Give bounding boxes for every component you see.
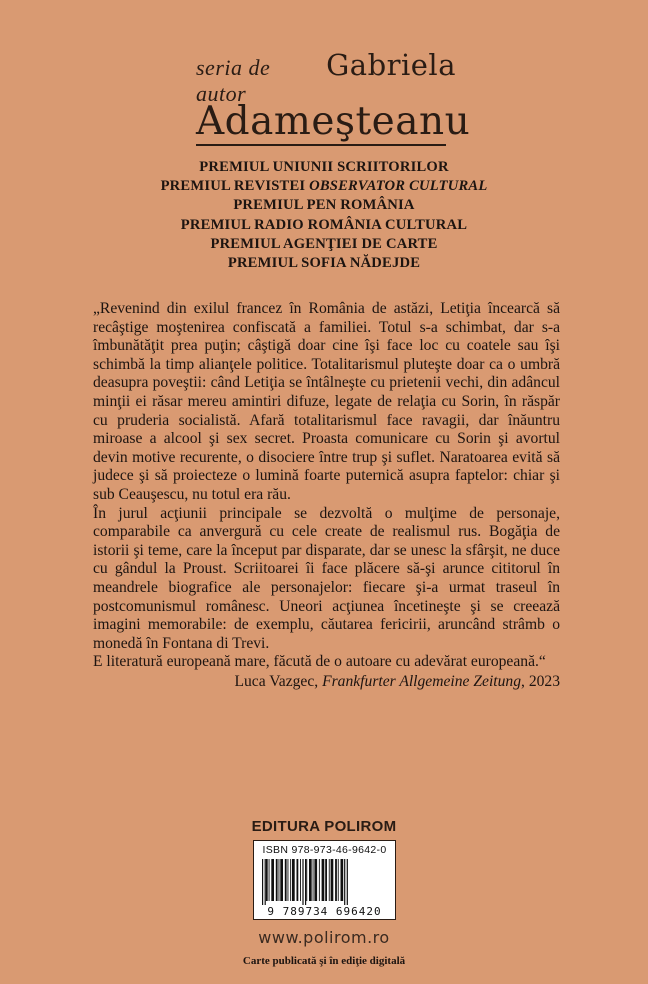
isbn-label: ISBN 978-973-46-9642-0 [262,844,387,856]
publisher-name: EDITURA POLIROM [251,818,397,835]
barcode-bar [269,859,270,901]
isbn-barcode [253,840,396,920]
author-first-name: Gabriela [326,48,456,82]
barcode-guard-bar [305,859,306,905]
barcode-bar [335,859,337,901]
barcode-bar [319,859,320,901]
author-series-header [196,48,471,146]
publisher-url[interactable]: www.polirom.ro [258,928,390,947]
barcode-bar [276,859,278,901]
quote-paragraph: În jurul acţiunii principale se dezvoltă o mulţime de personaje, comparabile ca anvergură cu cele create de realismul rus. Bogăţia de istorii şi teme, care la început par disparate, dar se unesc la sfârşit, ne duce cu gândul la Proust. Scriitoarei îi face plăcere să-şi arunce cititorul în meandrele biografice ale personajelor: fiecare şi-a urmat traseul în postcomunismul românesc. Uneori acţiunea încetineşte şi se creează imagini memorabile: de exemplu, căutarea fericirii, aruncând strâmb o monedă în Fontana di Trevi. [93,504,560,652]
review-quote [93,300,560,691]
barcode-bar [306,859,307,901]
barcode-bar [331,859,334,901]
barcode-bar [325,859,327,901]
barcode-guard-bar [302,859,303,905]
barcode-guard-bar [344,859,345,905]
barcode-bar [297,859,299,901]
barcode-bar [338,859,339,901]
awards-list [0,158,648,273]
barcode-bar [300,859,301,901]
barcode-digits: 9 789734 696420 [267,905,382,918]
barcode-bar [309,859,312,901]
award-item: PREMIUL AGENŢIEI DE CARTE [210,235,438,252]
barcode-bar [322,859,325,901]
barcode-bar [290,859,291,901]
award-item: PREMIUL PEN ROMÂNIA [233,197,415,214]
barcode-guard-bar [347,859,348,905]
barcode-bar [288,859,289,901]
author-last-name: Adameşteanu [196,99,471,144]
barcode-bar [271,859,274,901]
quote-paragraph: „Revenind din exilul francez în România de astăzi, Letiţia încearcă să recâştige moştenirea confiscată a familiei. Totul s-a schimbat, dar s-a îmbunătăţit prea puţin; câştigă doar cine îşi face loc cu coatele sau îşi schimbă la timp alianţele politice. Totalitarismul pluteşte doar ca o umbră deasupra poveştii: când Letiţia se întâlneşte cu prietenii vechi, din adâncul minţii ei răsar mereu amintiri difuze, legate de relaţia cu Sorin, în răspăr cu pruderia socialistă. Afară totalitarismul face ravagii, dar înăuntru miroase a alcool şi sex secret. Proasta comunicare cu Sorin şi avortul devin motive recurente, o disociere între trup şi suflet. Naratoarea evită să judece şi să proiecteze o lumină foarte puternică asupra faptelor: chiar şi sub Ceauşescu, nu totul era rău. [93,300,560,503]
barcode-guard-bar [262,859,263,905]
quote-attribution: Luca Vazgec, Frankfurter Allgemeine Zeitung, 2023 [234,672,560,690]
barcode-bars [260,859,390,905]
barcode-bar [314,859,317,901]
barcode-bar [279,859,280,901]
award-item: PREMIUL SOFIA NĂDEJDE [227,255,421,272]
barcode-bar [341,859,344,901]
award-item: PREMIUL UNIUNII SCRIITORILOR [199,159,449,175]
barcode-bar [292,859,295,901]
barcode-guard-bar [265,859,266,905]
award-item: PREMIUL RADIO ROMÂNIA CULTURAL [180,216,468,233]
quote-paragraph: E literatură europeană mare, făcută de o autoare cu adevărat europeană.“ [93,653,546,671]
barcode-bar [313,859,314,901]
barcode-bar [285,859,287,901]
header-rule [196,144,446,146]
barcode-bar [280,859,283,901]
barcode-bar [329,859,330,901]
barcode-bar [266,859,268,901]
award-item: PREMIUL REVISTEI OBSERVATOR CULTURAL [160,178,488,195]
series-label: seria de autor [196,55,271,106]
digital-edition-note: Carte publicată şi în ediţie digitală [242,955,406,967]
